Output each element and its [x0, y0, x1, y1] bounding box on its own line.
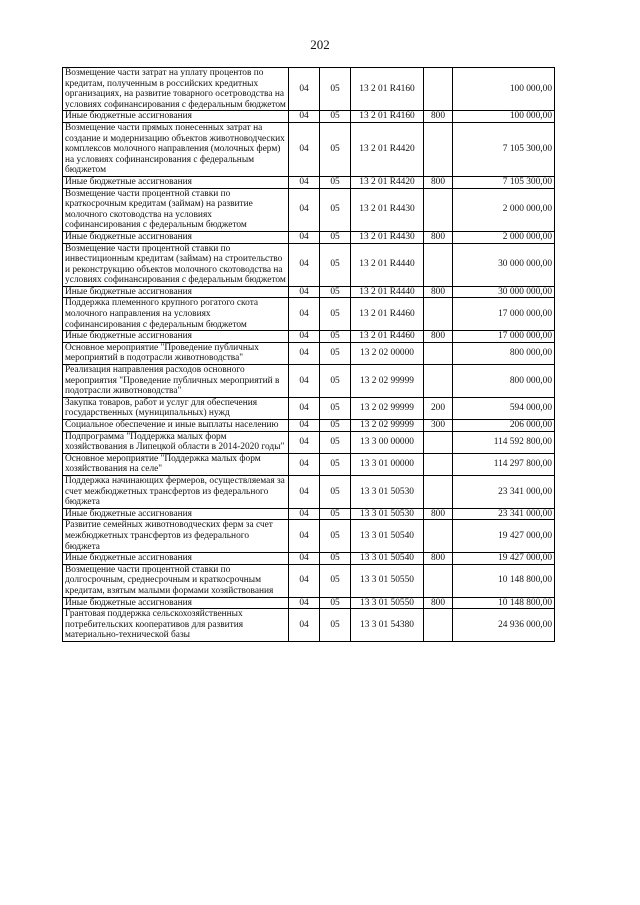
item-name-cell: Развитие семейных животноводческих ферм за счет межбюджетных трансфертов из федерального бюджета [63, 520, 289, 553]
amount-cell: 114 297 800,00 [453, 453, 555, 475]
section-code-cell: 04 [289, 68, 320, 111]
subsection-code-cell: 05 [320, 453, 351, 475]
target-article-cell: 13 3 01 50540 [351, 553, 424, 565]
subsection-code-cell: 05 [320, 122, 351, 176]
expense-type-cell [424, 609, 453, 642]
section-code-cell: 04 [289, 508, 320, 520]
table-row [63, 298, 555, 331]
expense-type-cell [424, 68, 453, 111]
subsection-code-cell: 05 [320, 365, 351, 398]
target-article-cell: 13 2 01 R4420 [351, 122, 424, 176]
table-row [63, 243, 555, 286]
amount-cell: 2 000 000,00 [453, 231, 555, 243]
item-name-cell: Грантовая поддержка сельскохозяйственных потребительских кооперативов для развития материально-технической базы [63, 609, 289, 642]
section-code-cell: 04 [289, 176, 320, 188]
amount-cell: 7 105 300,00 [453, 176, 555, 188]
expense-type-cell: 800 [424, 597, 453, 609]
subsection-code-cell: 05 [320, 475, 351, 508]
expense-type-cell: 800 [424, 553, 453, 565]
table-row [63, 609, 555, 642]
expense-type-cell [424, 431, 453, 453]
subsection-code-cell: 05 [320, 176, 351, 188]
subsection-code-cell: 05 [320, 188, 351, 231]
section-code-cell: 04 [289, 331, 320, 343]
subsection-code-cell: 05 [320, 420, 351, 432]
expense-type-cell [424, 453, 453, 475]
item-name-cell: Социальное обеспечение и иные выплаты населению [63, 420, 289, 432]
amount-cell: 30 000 000,00 [453, 286, 555, 298]
table-row [63, 597, 555, 609]
item-name-cell: Возмещение части затрат на уплату процентов по кредитам, полученным в российских кредитных организациях, на развитие товарного осетроводства на условиях софинансирования с федеральным бюджетом [63, 68, 289, 111]
section-code-cell: 04 [289, 111, 320, 123]
expense-type-cell: 300 [424, 420, 453, 432]
subsection-code-cell: 05 [320, 609, 351, 642]
item-name-cell: Основное мероприятие "Поддержка малых форм хозяйствования на селе" [63, 453, 289, 475]
amount-cell: 100 000,00 [453, 68, 555, 111]
table-row [63, 475, 555, 508]
amount-cell: 17 000 000,00 [453, 331, 555, 343]
item-name-cell: Поддержка начинающих фермеров, осуществляемая за счет межбюджетных трансфертов из федерального бюджета [63, 475, 289, 508]
item-name-cell: Иные бюджетные ассигнования [63, 111, 289, 123]
target-article-cell: 13 3 01 00000 [351, 453, 424, 475]
target-article-cell: 13 3 01 50530 [351, 508, 424, 520]
amount-cell: 10 148 800,00 [453, 564, 555, 597]
table-row [63, 342, 555, 364]
subsection-code-cell: 05 [320, 243, 351, 286]
table-row [63, 564, 555, 597]
section-code-cell: 04 [289, 397, 320, 419]
amount-cell: 17 000 000,00 [453, 298, 555, 331]
item-name-cell: Возмещение части процентной ставки по долгосрочным, среднесрочным и краткосрочным кредитам, взятым малыми формами хозяйствования [63, 564, 289, 597]
section-code-cell: 04 [289, 564, 320, 597]
item-name-cell: Возмещение части процентной ставки по инвестиционным кредитам (займам) на строительство и реконструкцию объектов молочного скотоводства на условиях софинансирования с федеральным бюджетом [63, 243, 289, 286]
item-name-cell: Возмещение части прямых понесенных затрат на создание и модернизацию объектов животноводческих комплексов молочного направления (молочных ферм) на условиях софинансирования с федеральным бюджетом [63, 122, 289, 176]
target-article-cell: 13 2 01 R4160 [351, 111, 424, 123]
subsection-code-cell: 05 [320, 520, 351, 553]
table-row [63, 420, 555, 432]
target-article-cell: 13 2 01 R4430 [351, 188, 424, 231]
expense-type-cell: 800 [424, 176, 453, 188]
target-article-cell: 13 2 02 99999 [351, 397, 424, 419]
target-article-cell: 13 2 02 00000 [351, 342, 424, 364]
table-row [63, 453, 555, 475]
item-name-cell: Поддержка племенного крупного рогатого скота молочного направления на условиях софинансирования с федеральным бюджетом [63, 298, 289, 331]
table-row [63, 331, 555, 343]
amount-cell: 594 000,00 [453, 397, 555, 419]
table-row [63, 520, 555, 553]
expense-type-cell [424, 475, 453, 508]
target-article-cell: 13 3 01 50550 [351, 597, 424, 609]
subsection-code-cell: 05 [320, 597, 351, 609]
expense-type-cell [424, 243, 453, 286]
item-name-cell: Иные бюджетные ассигнования [63, 286, 289, 298]
item-name-cell: Возмещение части процентной ставки по краткосрочным кредитам (займам) на развитие молочного скотоводства на условиях софинансирования с федеральным бюджетом [63, 188, 289, 231]
expense-type-cell [424, 342, 453, 364]
section-code-cell: 04 [289, 475, 320, 508]
table-row [63, 122, 555, 176]
item-name-cell: Иные бюджетные ассигнования [63, 597, 289, 609]
expense-type-cell: 800 [424, 286, 453, 298]
subsection-code-cell: 05 [320, 331, 351, 343]
target-article-cell: 13 2 01 R4430 [351, 231, 424, 243]
item-name-cell: Подпрограмма "Поддержка малых форм хозяйствования в Липецкой области в 2014-2020 годы" [63, 431, 289, 453]
table-row [63, 508, 555, 520]
section-code-cell: 04 [289, 520, 320, 553]
table-row [63, 188, 555, 231]
amount-cell: 10 148 800,00 [453, 597, 555, 609]
budget-table [62, 67, 555, 642]
amount-cell: 24 936 000,00 [453, 609, 555, 642]
item-name-cell: Основное мероприятие "Проведение публичных мероприятий в подотрасли животноводства" [63, 342, 289, 364]
amount-cell: 800 000,00 [453, 342, 555, 364]
target-article-cell: 13 2 01 R4420 [351, 176, 424, 188]
target-article-cell: 13 2 01 R4440 [351, 286, 424, 298]
table-row [63, 286, 555, 298]
table-row [63, 365, 555, 398]
table-row [63, 176, 555, 188]
expense-type-cell [424, 298, 453, 331]
expense-type-cell [424, 365, 453, 398]
item-name-cell: Иные бюджетные ассигнования [63, 331, 289, 343]
target-article-cell: 13 2 01 R4440 [351, 243, 424, 286]
section-code-cell: 04 [289, 431, 320, 453]
expense-type-cell [424, 188, 453, 231]
budget-table-body [63, 68, 555, 642]
target-article-cell: 13 3 00 00000 [351, 431, 424, 453]
subsection-code-cell: 05 [320, 298, 351, 331]
section-code-cell: 04 [289, 243, 320, 286]
subsection-code-cell: 05 [320, 286, 351, 298]
target-article-cell: 13 2 01 R4460 [351, 298, 424, 331]
target-article-cell: 13 3 01 50540 [351, 520, 424, 553]
subsection-code-cell: 05 [320, 68, 351, 111]
section-code-cell: 04 [289, 597, 320, 609]
table-row [63, 431, 555, 453]
item-name-cell: Закупка товаров, работ и услуг для обеспечения государственных (муниципальных) нужд [63, 397, 289, 419]
item-name-cell: Иные бюджетные ассигнования [63, 508, 289, 520]
section-code-cell: 04 [289, 609, 320, 642]
subsection-code-cell: 05 [320, 431, 351, 453]
subsection-code-cell: 05 [320, 397, 351, 419]
amount-cell: 23 341 000,00 [453, 508, 555, 520]
table-row [63, 111, 555, 123]
expense-type-cell: 800 [424, 508, 453, 520]
amount-cell: 100 000,00 [453, 111, 555, 123]
expense-type-cell: 200 [424, 397, 453, 419]
expense-type-cell [424, 122, 453, 176]
subsection-code-cell: 05 [320, 342, 351, 364]
subsection-code-cell: 05 [320, 111, 351, 123]
section-code-cell: 04 [289, 188, 320, 231]
item-name-cell: Реализация направления расходов основного мероприятия "Проведение публичных мероприятий в подотрасли животноводства" [63, 365, 289, 398]
expense-type-cell: 800 [424, 111, 453, 123]
target-article-cell: 13 3 01 50550 [351, 564, 424, 597]
target-article-cell: 13 3 01 50530 [351, 475, 424, 508]
section-code-cell: 04 [289, 453, 320, 475]
section-code-cell: 04 [289, 553, 320, 565]
table-row [63, 397, 555, 419]
expense-type-cell: 800 [424, 331, 453, 343]
amount-cell: 7 105 300,00 [453, 122, 555, 176]
item-name-cell: Иные бюджетные ассигнования [63, 231, 289, 243]
amount-cell: 2 000 000,00 [453, 188, 555, 231]
section-code-cell: 04 [289, 420, 320, 432]
subsection-code-cell: 05 [320, 231, 351, 243]
amount-cell: 800 000,00 [453, 365, 555, 398]
amount-cell: 19 427 000,00 [453, 520, 555, 553]
section-code-cell: 04 [289, 365, 320, 398]
item-name-cell: Иные бюджетные ассигнования [63, 176, 289, 188]
target-article-cell: 13 2 02 99999 [351, 420, 424, 432]
amount-cell: 19 427 000,00 [453, 553, 555, 565]
target-article-cell: 13 2 01 R4160 [351, 68, 424, 111]
amount-cell: 30 000 000,00 [453, 243, 555, 286]
expense-type-cell: 800 [424, 231, 453, 243]
table-row [63, 553, 555, 565]
subsection-code-cell: 05 [320, 564, 351, 597]
subsection-code-cell: 05 [320, 553, 351, 565]
item-name-cell: Иные бюджетные ассигнования [63, 553, 289, 565]
amount-cell: 206 000,00 [453, 420, 555, 432]
section-code-cell: 04 [289, 298, 320, 331]
table-row [63, 68, 555, 111]
section-code-cell: 04 [289, 342, 320, 364]
expense-type-cell [424, 520, 453, 553]
target-article-cell: 13 2 02 99999 [351, 365, 424, 398]
target-article-cell: 13 3 01 54380 [351, 609, 424, 642]
subsection-code-cell: 05 [320, 508, 351, 520]
amount-cell: 23 341 000,00 [453, 475, 555, 508]
target-article-cell: 13 2 01 R4460 [351, 331, 424, 343]
amount-cell: 114 592 800,00 [453, 431, 555, 453]
section-code-cell: 04 [289, 286, 320, 298]
section-code-cell: 04 [289, 231, 320, 243]
table-row [63, 231, 555, 243]
section-code-cell: 04 [289, 122, 320, 176]
expense-type-cell [424, 564, 453, 597]
page-number: 202 [310, 37, 330, 52]
